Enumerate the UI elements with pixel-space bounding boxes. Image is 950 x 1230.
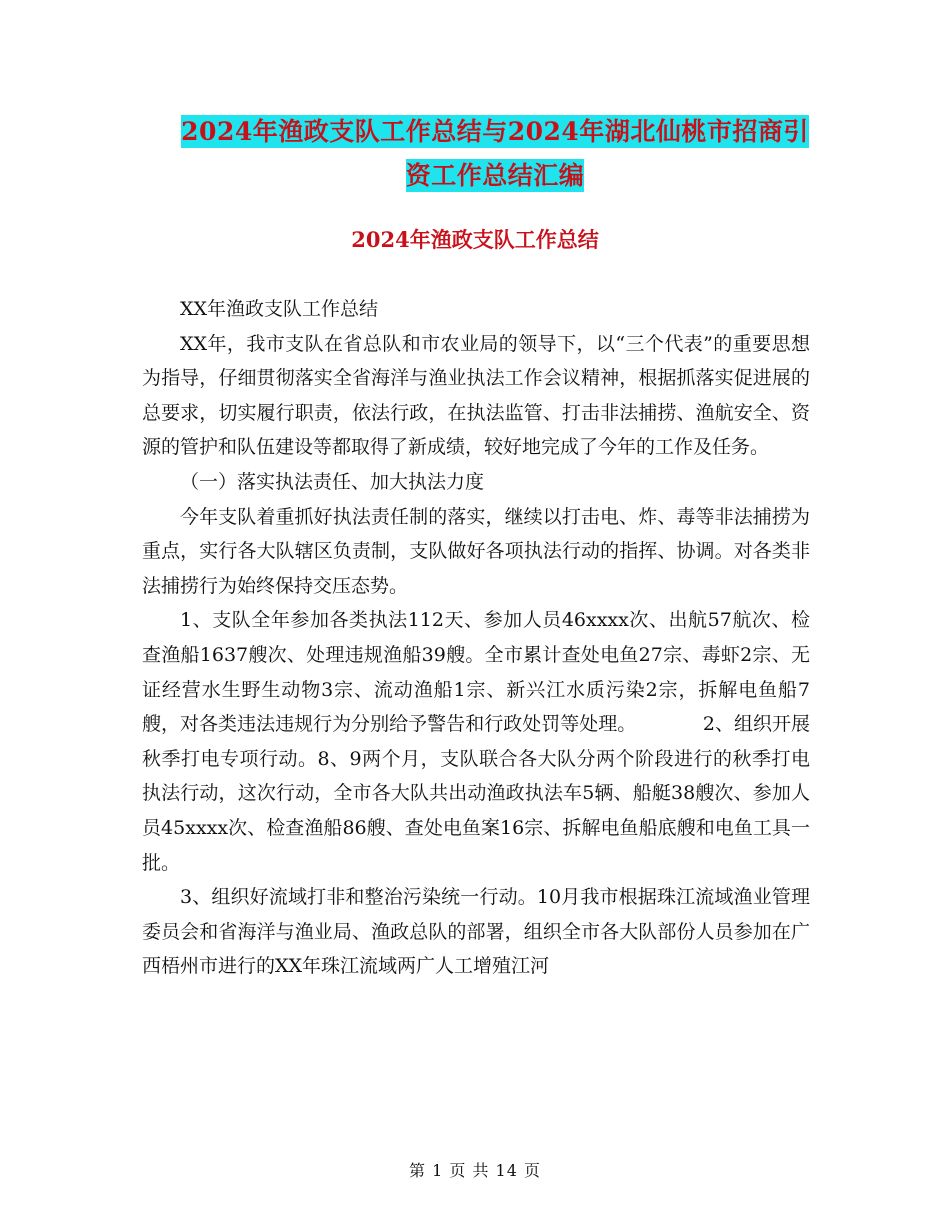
body-text — [142, 292, 810, 984]
document-title-line-2 — [140, 156, 850, 192]
section-title: 2024年渔政支队工作总结 — [351, 227, 599, 252]
paragraph-item-1-2: 1、支队全年参加各类执法112天、参加人员46xxxx次、出航57航次、检查渔船1637艘次、处理违规渔船39艘。全市累计查处电鱼27宗、毒虾2宗、无证经营水生野生动物3宗、流动渔船1宗、新兴江水质污染2宗，拆解电鱼船7艘，对各类违法违规行为分别给予警告和行政处罚等处理。 2、组织开展秋季打电专项行动。8、9两个月，支队联合各大队分两个阶段进行的秋季打电执法行动，这次行动，全市各大队共出动渔政执法车5辆、船艇38艘次、参加人员45xxxx次、检查渔船86艘、查处电鱼案16宗、拆解电鱼船底艘和电鱼工具一批。 — [142, 609, 810, 874]
page-footer: 第 1 页 共 14 页 — [409, 1161, 541, 1180]
paragraph-intro: XX年，我市支队在省总队和市农业局的领导下，以“三个代表”的重要思想为指导，仔细贯彻落实全省海洋与渔业执法工作会议精神，根据抓落实促进展的总要求，切实履行职责，依法行政，在执法监管、打击非法捕捞、渔航安全、资源的管护和队伍建设等都取得了新成绩，较好地完成了今年的工作及任务。 — [142, 332, 810, 459]
document-title-line-1 — [140, 112, 850, 148]
title-highlight-1: 2024年渔政支队工作总结与2024年湖北仙桃市招商引 — [181, 117, 809, 146]
title-highlight-2: 资工作总结汇编 — [405, 161, 585, 190]
paragraph-item-3: 3、组织好流域打非和整治污染统一行动。10月我市根据珠江流域渔业管理委员会和省海洋与渔业局、渔政总队的部署，组织全市各大队部份人员参加在广西梧州市进行的XX年珠江流域两广人工增殖江河 — [142, 886, 810, 978]
paragraph-heading-1: （一）落实执法责任、加大执法力度 — [180, 470, 485, 493]
paragraph-subtitle: XX年渔政支队工作总结 — [180, 298, 379, 320]
paragraph-enforcement: 今年支队着重抓好执法责任制的落实，继续以打击电、炸、毒等非法捕捞为重点，实行各大队辖区负责制，支队做好各项执法行动的指挥、协调。对各类非法捕捞行为始终保持交压态势。 — [142, 505, 810, 597]
